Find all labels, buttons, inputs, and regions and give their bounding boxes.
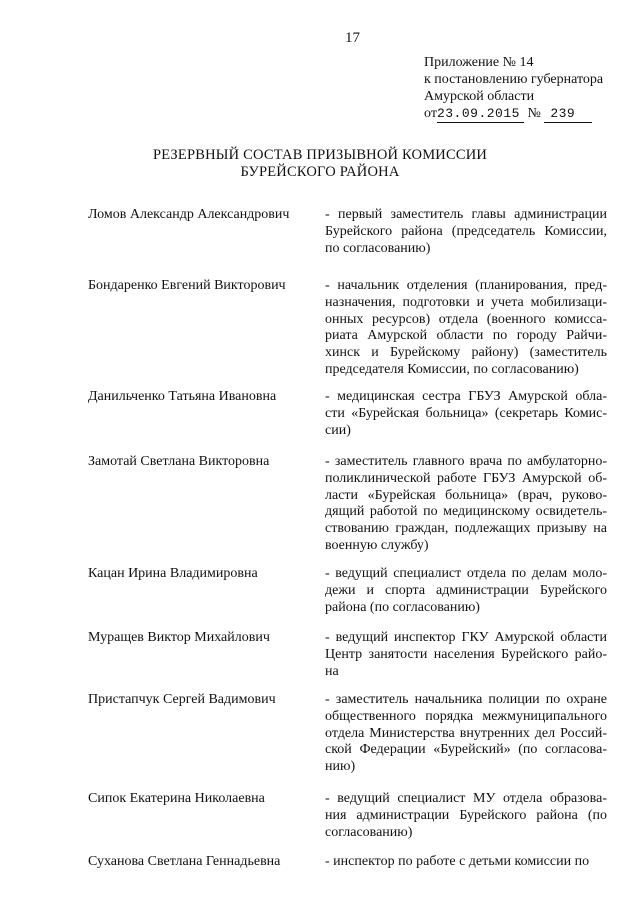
- member-role-line: назначения, подготовки и учета мобилизаци-: [325, 294, 607, 310]
- date-prefix: от: [424, 106, 437, 121]
- member-name: Кацан Ирина Владимировна: [88, 566, 258, 581]
- member-role: [325, 630, 607, 680]
- member-role-line: риата Амурской области по городу Райчи-: [325, 328, 607, 344]
- member-role: [325, 389, 607, 439]
- member-role-line: согласованию): [325, 824, 413, 840]
- member-role-line: сти «Бурейская больница» (секретарь Комис-: [325, 405, 607, 421]
- member-role-line: ласти «Бурейская больница» (врач, руково-: [325, 487, 607, 503]
- member-role-line: отдела Министерства внутренних дел Россий-: [325, 725, 607, 741]
- member-role: [325, 454, 607, 555]
- decree-number: 239: [544, 105, 592, 123]
- member-role-line: ствованию граждан, подлежащих призыву на: [325, 521, 607, 537]
- document-title: [0, 147, 640, 181]
- member-role-line: - заместитель главного врача по амбулаторно-: [325, 454, 607, 469]
- appendix-region: Амурской области: [424, 89, 535, 104]
- member-role-line: поликлинической работе ГБУЗ Амурской об-: [325, 470, 607, 486]
- member-name: Бондаренко Евгений Викторович: [88, 278, 286, 293]
- member-name: Сипок Екатерина Николаевна: [88, 791, 265, 806]
- appendix-decree-ref: к постановлению губернатора: [424, 72, 604, 87]
- member-role-line: онных ресурсов) отдела (военного комисса-: [325, 311, 607, 327]
- member-role-line: общественного порядка межмуниципального: [325, 708, 607, 724]
- member-role-line: Бурейского района (председатель Комиссии,: [325, 223, 607, 239]
- number-prefix: №: [527, 106, 541, 121]
- member-name: Пристапчук Сергей Вадимович: [88, 692, 276, 707]
- member-name: Замотай Светлана Викторовна: [88, 454, 270, 469]
- member-role: [325, 278, 607, 379]
- member-role-line: дежи и спорта администрации Бурейского: [325, 582, 607, 598]
- member-role-line: - ведущий специалист МУ отдела образова-: [325, 791, 607, 806]
- appendix-header: [424, 54, 603, 123]
- member-role: [325, 692, 607, 776]
- member-role-line: по согласованию): [325, 240, 431, 256]
- member-name: Данильченко Татьяна Ивановна: [88, 389, 277, 404]
- appendix-title: Приложение № 14: [424, 55, 534, 70]
- member-role: [325, 207, 607, 257]
- member-role: [325, 791, 607, 841]
- member-role-line: - заместитель начальника полиции по охране: [325, 692, 607, 707]
- member-role-line: - ведущий инспектор ГКУ Амурской области: [325, 630, 607, 645]
- page-number: 17: [345, 30, 360, 46]
- member-role-line: председателя Комиссии, по согласованию): [325, 361, 579, 377]
- member-role-line: ния администрации Бурейского района (по: [325, 807, 607, 823]
- title-line-1: РЕЗЕРВНЫЙ СОСТАВ ПРИЗЫВНОЙ КОМИССИИ: [152, 147, 488, 163]
- member-name: Муращев Виктор Михайлович: [88, 630, 270, 645]
- member-role-line: военную службу): [325, 537, 429, 553]
- member-role-line: ской Федерации «Бурейский» (по согласова-: [325, 742, 607, 758]
- appendix-date-number: [424, 105, 603, 123]
- member-role-line: района (по согласованию): [325, 599, 480, 615]
- member-role-line: сии): [325, 422, 351, 438]
- member-role-line: - ведущий специалист отдела по делам моло-: [325, 566, 607, 581]
- member-role-line: - начальник отделения (планирования, пред-: [325, 278, 607, 293]
- member-role-line: - медицинская сестра ГБУЗ Амурской обла-: [325, 389, 607, 404]
- member-role-line: на: [325, 663, 339, 679]
- member-name: Ломов Александр Александрович: [88, 207, 290, 222]
- member-name: Суханова Светлана Геннадьевна: [88, 854, 281, 869]
- member-role: [325, 566, 607, 616]
- member-role-line: - инспектор по работе с детьми комиссии по: [325, 854, 590, 869]
- member-role-line: - первый заместитель главы администрации: [325, 207, 607, 222]
- title-line-2: БУРЕЙСКОГО РАЙОНА: [240, 164, 400, 180]
- decree-date: 23.09.2015: [437, 105, 524, 123]
- member-role-line: Центр занятости населения Бурейского райо-: [325, 646, 607, 662]
- member-role: [325, 854, 607, 871]
- member-role-line: дящий работой по медицинскому освидетель-: [325, 504, 607, 520]
- member-role-line: хинск и Бурейскому району) (заместитель: [325, 345, 607, 361]
- member-role-line: нию): [325, 759, 356, 775]
